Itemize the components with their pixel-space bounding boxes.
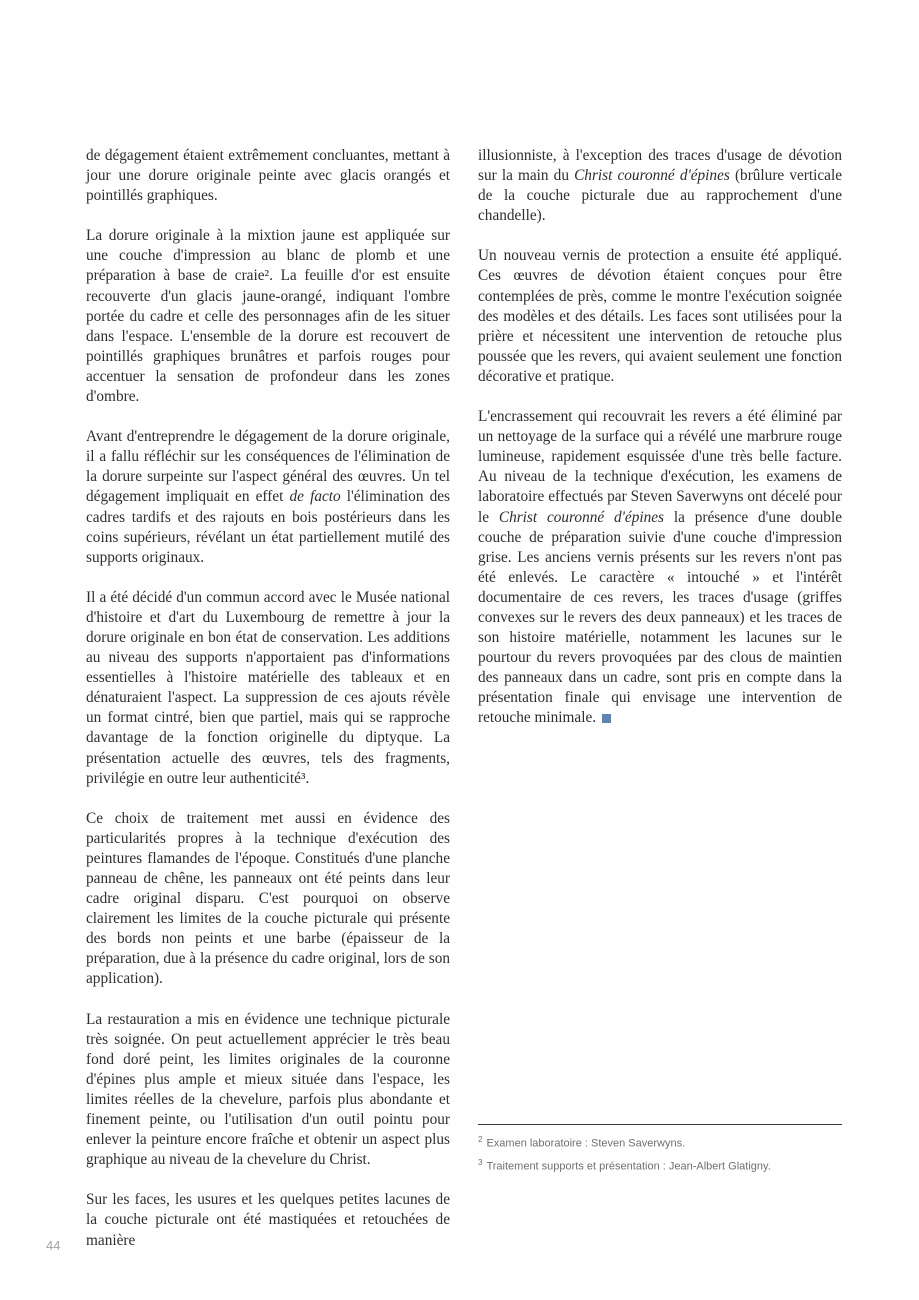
paragraph xyxy=(86,1010,450,1171)
paragraph xyxy=(86,588,450,789)
footnote-marker: 3 xyxy=(478,1157,483,1167)
footnote xyxy=(478,1155,842,1175)
text-run: la présence d'une double couche de préparation suivie d'une couche d'impression grise. Les anciens vernis présents sur les revers n'ont pas été enlevés. Le caractère « intouché » et l'intérêt documentaire de ces revers, les traces d'usage (griffes convexes sur le revers des deux panneaux) et les traces de son histoire matérielle, notamment les lacunes sur le pourtour du revers provoquées par des clous de maintien des panneaux dans un cadre, sont pris en compte dans la présentation finale qui envisage une intervention de retouche minimale. xyxy=(478,508,842,727)
footnote-divider xyxy=(478,1124,842,1125)
paragraph xyxy=(478,146,842,226)
text-run: Sur les faces, les usures et les quelques petites lacunes de la couche picturale ont été mastiquées et retouchées de manière xyxy=(86,1191,450,1249)
text-run: Il a été décidé d'un commun accord avec le Musée national d'histoire et d'art du Luxembourg de remettre à jour la dorure originale en bon état de conservation. Les additions au niveau des supports n'apportaient pas d'informations essentielles à l'histoire matérielle des tableaux et en dénaturaient l'aspect. La suppression de ces ajouts révèle un format cintré, bien que partiel, mais qui se rapproche davantage de la fonction originelle du diptyque. La présentation actuelle des œuvres, tels des fragments, privilégie en outre leur authenticité³. xyxy=(86,588,450,787)
page-number: 44 xyxy=(46,1238,61,1253)
text-run-italic: Christ couronné d'épines xyxy=(498,508,664,526)
paragraph xyxy=(86,809,450,990)
left-column xyxy=(86,146,450,1271)
footnote-marker: 2 xyxy=(478,1135,483,1144)
footnote-text: Examen laboratoire : Steven Saverwyns. xyxy=(486,1137,686,1150)
right-column xyxy=(478,146,842,749)
text-run: La restauration a mis en évidence une technique picturale très soignée. On peut actuellement apprécier le très beau fond doré peint, les limites originales de la couronne d'épines plus ample et mieux située dans l'espace, les limites réelles de la chevelure, parfois plus abondante et finement peinte, ou l'utilisation d'un outil pointu pour enlever la peinture encore fraîche et obtenir un aspect plus graphique au niveau de la chevelure du Christ. xyxy=(86,1010,450,1169)
text-run: illusionniste, à l'exception des traces d'usage de dévotion sur la main du xyxy=(478,147,842,185)
text-run-italic: de facto xyxy=(289,488,341,506)
text-run: La dorure originale à la mixtion jaune est appliquée sur une couche d'impression au blanc de plomb et une préparation à base de craie². La feuille d'or est ensuite recouverte d'un glacis jaune-orangé, indiquant l'ombre portée du cadre et celle des personnages afin de les situer dans l'espace. L'ensemble de la dorure est recouvert de pointillés graphiques brunâtres et parfois rouges pour accentuer la sensation de profondeur dans les zones d'ombre. xyxy=(86,227,450,406)
text-run-italic: Christ couronné d'épines xyxy=(574,167,730,185)
end-of-article-marker xyxy=(602,714,611,723)
footnotes-section xyxy=(478,1124,842,1177)
footnote-text: Traitement supports et présentation : Jean-Albert Glatigny. xyxy=(486,1160,771,1173)
text-run: L'encrassement qui recouvrait les revers a été éliminé par un nettoyage de la surface qui a révélé une marbrure rouge lumineuse, rapidement esquissée d'une très belle facture. Au niveau de la technique d'exécution, les examens de laboratoire effectués par Steven Saverwyns ont décelé pour le xyxy=(478,408,842,526)
text-run: de dégagement étaient extrêmement concluantes, mettant à jour une dorure originale peinte avec glacis orangés et pointillés graphiques. xyxy=(86,147,450,205)
paragraph xyxy=(86,1190,450,1250)
paragraph xyxy=(478,407,842,729)
text-run: Ce choix de traitement met aussi en évidence des particularités propres à la technique d'exécution des peintures flamandes de l'époque. Constitués d'une planche panneau de chêne, les panneaux ont été peints dans leur cadre original disparu. C'est pourquoi on observe clairement les limites de la couche picturale qui présente des bords non peints et une barbe (épaisseur de la préparation, due à la présence du cadre original, lors de son application). xyxy=(86,809,450,988)
text-run: l'élimination des cadres tardifs et des rajouts en bois postérieurs dans les coins supérieurs, révélant un état partiellement mutilé des supports originaux. xyxy=(86,488,451,566)
paragraph xyxy=(86,226,450,407)
text-run: Un nouveau vernis de protection a ensuite été appliqué. Ces œuvres de dévotion étaient conçues pour être contemplées de près, comme le montre l'exécution soignée des modèles et des détails. Les faces sont utilisées pour la prière et nécessitent une intervention de retouche plus poussée que les revers, qui avaient seulement une fonction décorative et pratique. xyxy=(478,247,842,385)
text-run: Avant d'entreprendre le dégagement de la dorure originale, il a fallu réfléchir sur les conséquences de l'élimination de la dorure surpeinte sur l'aspect général des œuvres. Un tel dégagement impliquait en effet xyxy=(86,428,450,506)
paragraph xyxy=(86,427,450,568)
paragraph xyxy=(478,246,842,387)
paragraph xyxy=(86,146,450,206)
text-run: (brûlure verticale de la couche picturale due au rapprochement d'une chandelle). xyxy=(478,167,842,225)
footnote xyxy=(478,1132,842,1152)
